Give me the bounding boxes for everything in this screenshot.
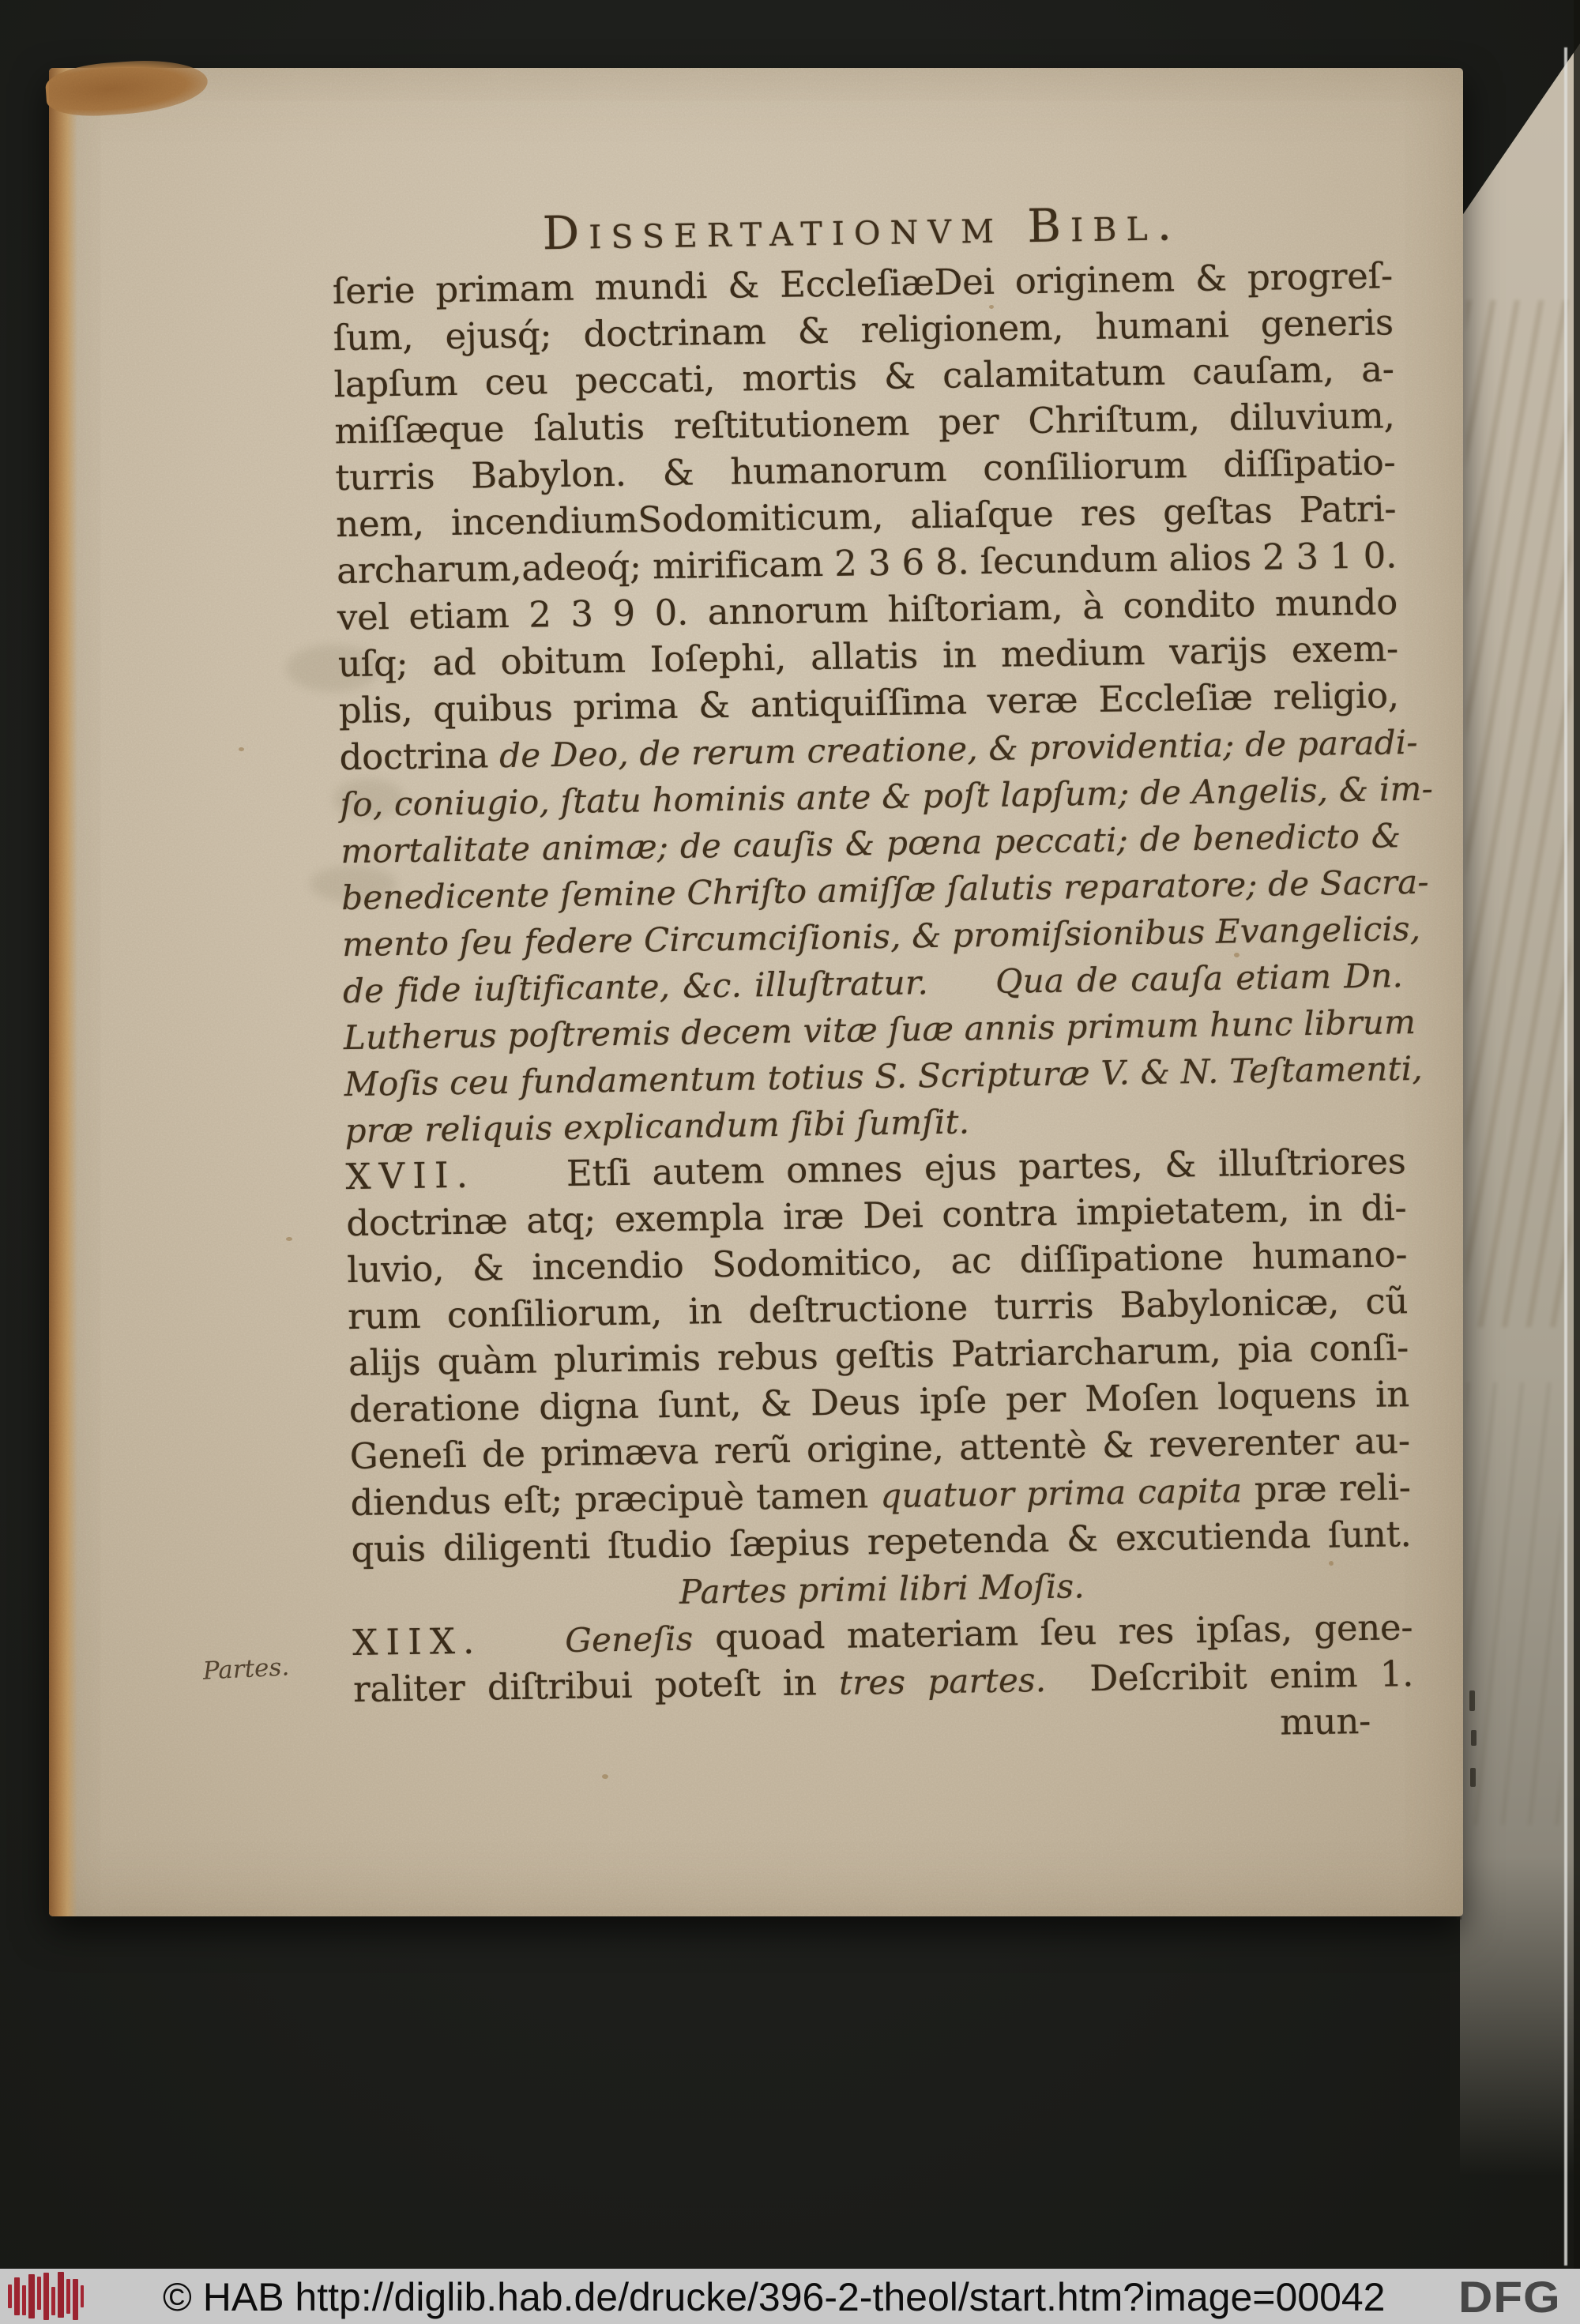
text-line-27: diendus eſt; præcipuè tamen quatuor prima capita præ reli- xyxy=(350,1466,1411,1525)
text-line-7: archarum,adeoq́; mirificam 2 3 6 8. ſecundum alios 2 3 1 0. xyxy=(336,534,1398,592)
text-line-15: mento ſeu federe Circumciſionis, & promiſsionibus Evangelicis, xyxy=(341,908,1421,965)
text-line-8: vel etiam 2 3 9 0. annorum hiſtoriam, à condito mundo xyxy=(337,581,1398,639)
show-through-text-smudge xyxy=(1466,1382,1561,1825)
text-line-9: uſq; ad obitum Ioſephi, allatis in medium varijs exem- xyxy=(337,627,1399,686)
text-line-22: luvio, & incendio Sodomitico, ac diſſipatione humano- xyxy=(346,1233,1408,1292)
section-heading-line: Partes primi libri Moſis. xyxy=(679,1566,1085,1611)
page-edge-highlight xyxy=(1564,47,1567,2266)
text-line-24: alijs quàm plurimis rebus geſtis Patriarcharum, pia conſi- xyxy=(348,1326,1409,1385)
text-line-21: doctrinæ atq; exempla iræ Dei contra impietatem, in di- xyxy=(346,1186,1407,1245)
text-line-3: lapſum ceu peccati, mortis & calamitatum cauſam, a- xyxy=(333,348,1394,406)
text-line-1: ſerie primam mundi & EccleſiæDei originem & progreſ- xyxy=(332,254,1394,313)
margin-note: Partes. xyxy=(201,1653,290,1686)
text-line-20: XVII. Etſi autem omnes ejus partes, & illuſtriores xyxy=(345,1140,1406,1198)
footer-copyright-url: © HAB http://diglib.hab.de/drucke/396-2-theol/start.htm?image=00042 xyxy=(163,2275,1386,2319)
text-line-28: quis diligenti ſtudio ſæpius repetenda & excutienda ſunt. xyxy=(351,1513,1412,1571)
text-line-5: turris Babylon. & humanorum conſiliorum diſſipatio- xyxy=(335,441,1396,499)
printed-text-area xyxy=(39,58,1480,1927)
text-line-26: Geneſi de primæva rerũ origine, attentè & reverenter au- xyxy=(349,1420,1411,1478)
text-line-18: Moſis ceu fundamentum totius S. Scripturæ V. & N. Teſtamenti, xyxy=(344,1048,1424,1104)
text-line-23: rum conſiliorum, in deſtructione turris Babylonicæ, cũ xyxy=(347,1280,1409,1338)
dfg-logo: DFG xyxy=(1458,2273,1561,2322)
image-right-edge xyxy=(1574,0,1580,2269)
text-line-16: de fide iuſtificante, &c. illuſtratur. Qua de cauſa etiam Dn. xyxy=(342,956,1404,1011)
show-through-text-smudge xyxy=(1466,300,1571,1327)
text-line-2: ſum, ejusq́; doctrinam & religionem, humani generis xyxy=(333,301,1394,359)
book-page xyxy=(49,68,1463,1916)
hab-logo xyxy=(8,2272,84,2321)
text-line-6: nem, incendiumSodomiticum, aliaſque res geſtas Patri- xyxy=(335,487,1397,546)
library-footer-bar xyxy=(0,2269,1580,2324)
running-head: Dissertationvm Bibl. xyxy=(542,197,1182,261)
text-line-11: doctrina de Deo, de rerum creatione, & providentia; de paradi- xyxy=(339,722,1419,779)
text-line-4: miſſæque ſalutis reſtitutionem per Chriſtum, diluvium, xyxy=(334,394,1395,453)
text-line-10: plis, quibus prima & antiquiſſima veræ Eccleſiæ religio, xyxy=(338,674,1400,732)
text-line-12: ſo, coniugio, ſtatu hominis ante & poſt lapſum; de Angelis, & im- xyxy=(340,769,1434,825)
catchword-line: mun- xyxy=(1279,1699,1371,1743)
text-line-17: Lutherus poſtremis decem vitæ ſuæ annis primum hunc librum xyxy=(343,1002,1416,1058)
text-line-19: præ reliquis explicandum ſibi ſumſit. xyxy=(344,1102,970,1151)
text-line-14: benedicente ſemine Chriſto amiſſæ ſalutis reparatore; de Sacra- xyxy=(340,862,1430,918)
text-line-31: raliter diſtribui poteſt in tres partes. Deſcribit enim 1. xyxy=(352,1653,1414,1711)
text-line-13: mortalitate animæ; de cauſis & pœna peccati; de benedicto & xyxy=(340,816,1401,871)
text-line-25: deratione digna ſunt, & Deus ipſe per Moſen loquens in xyxy=(348,1373,1410,1431)
text-line-30: XIIX. Geneſis quoad materiam ſeu res ipſas, gene- xyxy=(352,1606,1413,1664)
text-lines xyxy=(332,252,1434,1759)
